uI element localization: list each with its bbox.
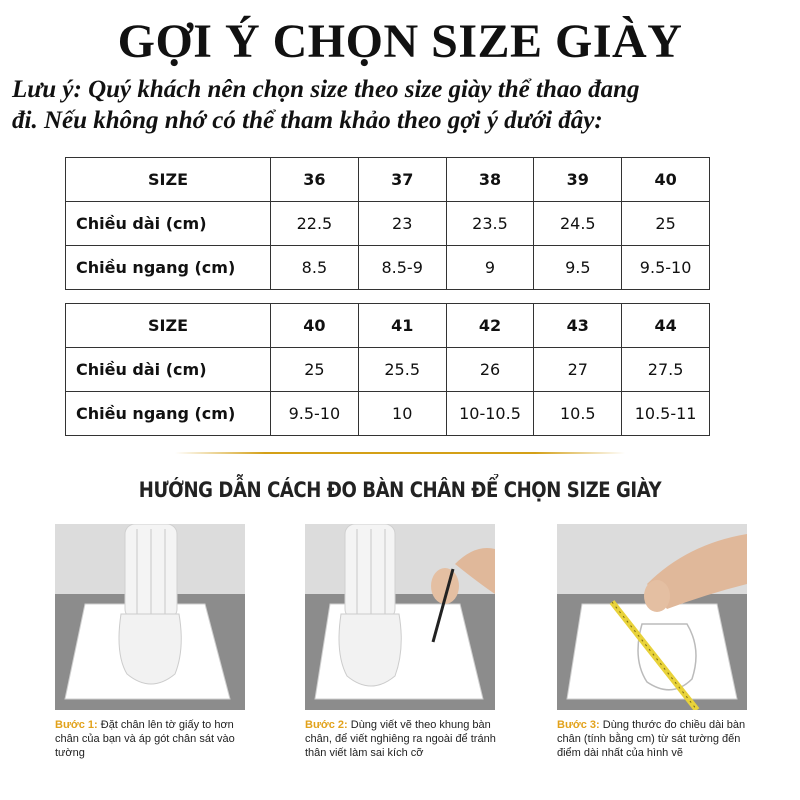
note-line-1: Lưu ý: Quý khách nên chọn size theo size giày thể thao đang <box>12 76 640 103</box>
length-cell: 23 <box>358 202 446 246</box>
width-cell: 9.5-10 <box>271 392 359 436</box>
width-cell: 10-10.5 <box>446 392 534 436</box>
step-3-photo <box>557 524 747 710</box>
length-cell: 25.5 <box>358 348 446 392</box>
size-table-1 <box>65 157 710 290</box>
table-row-size <box>66 304 710 348</box>
measuring-tape-icon <box>557 524 747 710</box>
length-cell: 27 <box>534 348 622 392</box>
size-table-2 <box>65 303 710 436</box>
pen-tracing-icon <box>305 524 495 710</box>
size-cell: 37 <box>358 158 446 202</box>
length-label: Chiều dài (cm) <box>66 202 271 246</box>
length-cell: 24.5 <box>534 202 622 246</box>
step-1-caption <box>55 718 250 760</box>
length-cell: 25 <box>622 202 710 246</box>
table-row-length <box>66 202 710 246</box>
step-1-photo <box>55 524 245 710</box>
width-cell: 9.5 <box>534 246 622 290</box>
size-cell: 40 <box>271 304 359 348</box>
length-label: Chiều dài (cm) <box>66 348 271 392</box>
size-header-label: SIZE <box>66 304 271 348</box>
step-2-caption <box>305 718 500 760</box>
width-cell: 8.5 <box>271 246 359 290</box>
length-cell: 27.5 <box>622 348 710 392</box>
step-2-photo <box>305 524 495 710</box>
size-cell: 42 <box>446 304 534 348</box>
width-cell: 10 <box>358 392 446 436</box>
section-divider <box>175 452 625 454</box>
step-2-text: Dùng viết vẽ theo khung bàn chân, để viết nghiêng ra ngoài để tránh thân viết làm sai kích cỡ <box>305 719 496 759</box>
length-cell: 26 <box>446 348 534 392</box>
width-cell: 9 <box>446 246 534 290</box>
step-2-label: Bước 2: <box>305 719 348 731</box>
width-cell: 10.5 <box>534 392 622 436</box>
size-cell: 38 <box>446 158 534 202</box>
table-row-length <box>66 348 710 392</box>
size-cell: 41 <box>358 304 446 348</box>
size-header-label: SIZE <box>66 158 271 202</box>
step-3-text: Dùng thước đo chiều dài bàn chân (tính bằng cm) từ sát tường đến điểm dài nhất của hình vẽ <box>557 719 746 759</box>
note-text <box>12 74 792 136</box>
width-label: Chiều ngang (cm) <box>66 392 271 436</box>
table-row-size <box>66 158 710 202</box>
size-cell: 43 <box>534 304 622 348</box>
table-row-width <box>66 246 710 290</box>
step-1-text: Đặt chân lên tờ giấy to hơn chân của bạn và áp gót chân sát vào tường <box>55 719 235 759</box>
length-cell: 22.5 <box>271 202 359 246</box>
step-3-caption <box>557 718 752 760</box>
note-line-2: đi. Nếu không nhớ có thể tham khảo theo gợi ý dưới đây: <box>12 107 603 134</box>
width-cell: 8.5-9 <box>358 246 446 290</box>
guide-title: HƯỚNG DẪN CÁCH ĐO BÀN CHÂN ĐỂ CHỌN SIZE GIÀY <box>138 478 662 502</box>
size-cell: 36 <box>271 158 359 202</box>
step-3-label: Bước 3: <box>557 719 600 731</box>
table-row-width <box>66 392 710 436</box>
width-cell: 10.5-11 <box>622 392 710 436</box>
page-title: GỢI Ý CHỌN SIZE GIÀY <box>117 15 683 68</box>
length-cell: 23.5 <box>446 202 534 246</box>
width-label: Chiều ngang (cm) <box>66 246 271 290</box>
step-1-label: Bước 1: <box>55 719 98 731</box>
size-cell: 44 <box>622 304 710 348</box>
size-cell: 39 <box>534 158 622 202</box>
length-cell: 25 <box>271 348 359 392</box>
foot-on-paper-icon <box>55 524 245 710</box>
size-cell: 40 <box>622 158 710 202</box>
width-cell: 9.5-10 <box>622 246 710 290</box>
